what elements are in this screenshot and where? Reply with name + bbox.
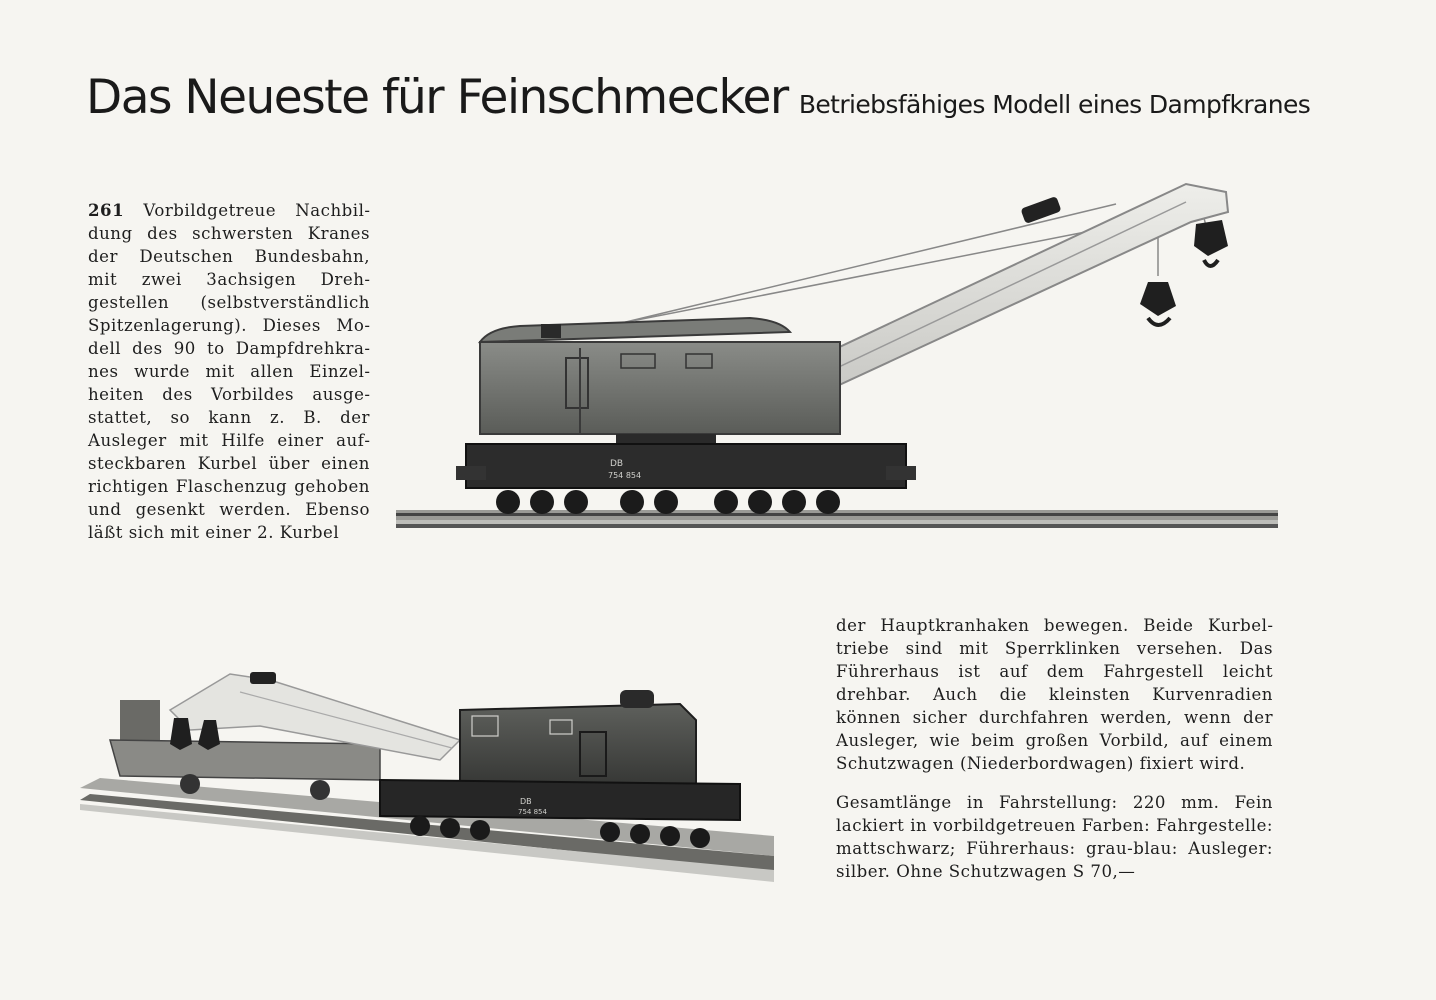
description-text-1: Vorbildgetreue Nachbildung des schwersten Kranes der Deutschen Bundesbahn, mit zwei 3achsigen Drehgestellen (selbstverständlich Spitzenlagerung). Dieses Modell des 90 to Dampfdrehkranes wurde mit allen Einzelheiten des Vorbildes ausgestattet, so kann z. B. der Ausleger mit Hilfe einer aufsteckbaren Kurbel über einen richtigen Flaschenzug gehoben und gesenkt werden. Ebenso läßt sich mit einer 2. Kurbel [88,201,371,542]
description-paragraph-1 [88,199,370,544]
page-subtitle: Betriebsfähiges Modell eines Dampfkranes [798,90,1311,119]
wagon-marking-bottom: DB [520,797,532,806]
crane-photo-transport-position [80,660,780,886]
crane-photo-raised-boom [396,176,1280,542]
crane-chassis [456,444,916,488]
crane-cab [480,318,840,446]
description-paragraph-2: der Hauptkranhaken bewegen. Beide Kurbeltriebe sind mit Sperrklinken versehen. Das Führerhaus ist auf dem Fahrgestell leicht drehbar. Auch die kleinsten Kurvenradien können sicher durchfahren werden, wenn der Ausleger, wie beim großen Vorbild, auf einem Schutzwagen (Niederbordwagen) fixiert wird. [836,616,1273,773]
wagon-number-top: 754 854 [608,471,642,480]
hook-auxiliary [1194,220,1228,266]
specifications-paragraph: Gesamtlänge in Fahrstellung: 220 mm. Fein lackiert in vorbildgetreuen Farben: Fahrgestelle: mattschwarz; Führerhaus: grau-blau: Ausleger: silber. Ohne Schutzwagen S 70,— [836,793,1273,881]
crane-chassis [380,780,740,820]
wagon-number-bottom: 754 854 [518,808,547,816]
hook-main [1140,282,1176,325]
item-number: 261 [88,200,125,220]
track [396,510,1278,528]
crane-cab [460,690,696,788]
wheel-bogies-top [496,490,840,514]
headline-row [86,70,1386,125]
page-title: Das Neueste für Feinschmecker [86,70,788,125]
wagon-marking-top: DB [610,459,624,469]
